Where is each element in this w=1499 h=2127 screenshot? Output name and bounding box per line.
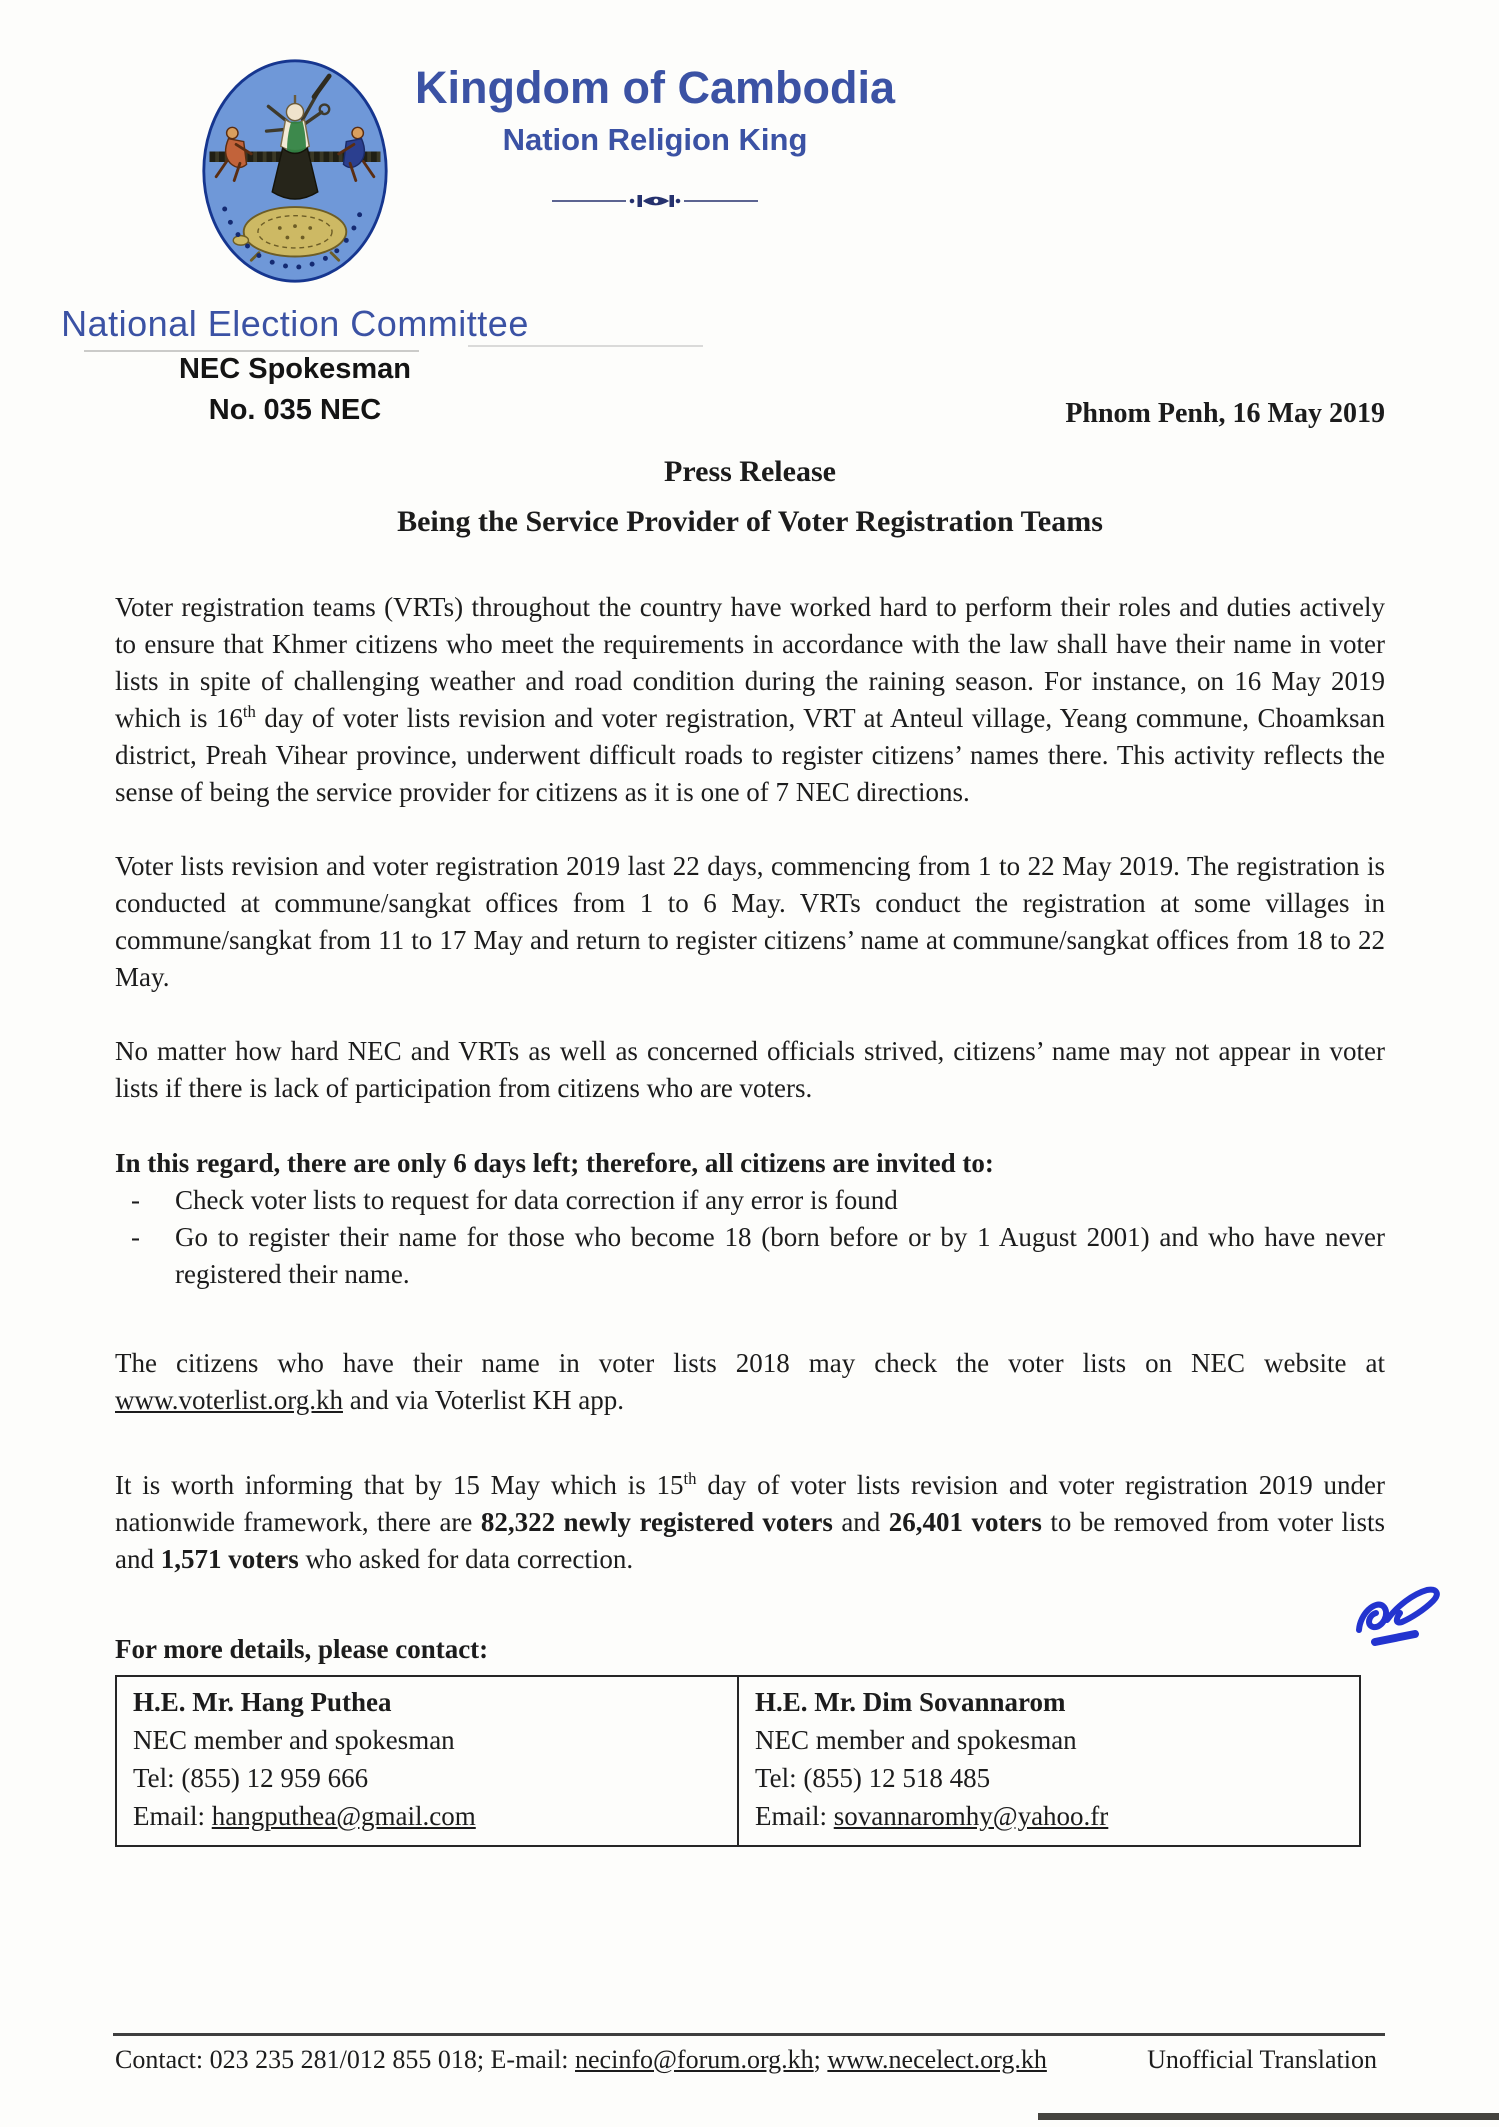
body-paragraph-5: It is worth informing that by 15 May which is 15th day of voter lists revision and voter registration 2019 under nationwide framework, there are 82,322 newly registered voters and 26,401 voters to be removed from voter lists and 1,571 voters who asked for data correction. <box>115 1469 1386 1574</box>
kingdom-heading-block <box>400 62 910 215</box>
bullet-text: Go to register their name for those who become 18 (born before or by 1 August 2001) and who have never registered their name. <box>175 1222 1385 1289</box>
footer-translation-note: Unofficial Translation <box>1147 2045 1377 2074</box>
body-paragraph-3: No matter how hard NEC and VRTs as well as concerned officials strived, citizens’ name may not appear in voter lists if there is lack of participation from citizens who are voters. <box>115 1036 1385 1103</box>
invitation-heading: In this regard, there are only 6 days left; therefore, all citizens are invited to: <box>115 1148 994 1178</box>
invitation-bullet-list <box>115 1182 1385 1293</box>
contact-name: H.E. Mr. Dim Sovannarom <box>755 1687 1066 1717</box>
national-motto: Nation Religion King <box>502 122 808 157</box>
contact-table <box>115 1675 1361 1847</box>
footer-contact-line: Contact: 023 235 281/012 855 018; E-mail: necinfo@forum.org.kh; www.necelect.org.kh <box>115 2045 1047 2074</box>
document-title: Press Release <box>664 455 836 488</box>
contact-name: H.E. Mr. Hang Puthea <box>133 1687 392 1717</box>
signature-mark <box>1345 1582 1460 1667</box>
contact-email-label: Email: <box>755 1801 834 1831</box>
bullet-dash: - <box>131 1222 140 1252</box>
contact-table-row <box>116 1676 1360 1846</box>
bullet-item <box>115 1219 1385 1293</box>
contact-tel: Tel: (855) 12 518 485 <box>755 1763 991 1793</box>
contact-email-link: sovannaromhy@yahoo.fr <box>833 1801 1109 1831</box>
footer-website-link: www.necelect.org.kh <box>827 2045 1047 2074</box>
bullet-item <box>115 1182 1385 1219</box>
nec-seal-logo <box>200 52 390 290</box>
body-paragraph-2: Voter lists revision and voter registration 2019 last 22 days, commencing from 1 to 22 May 2019. The registration is conducted at commune/sangkat offices from 1 to 6 May. VRTs conduct the registration at some villages in commune/sangkat from 11 to 17 May and return to register citizens’ name at commune/sangkat offices from 18 to 22 May. <box>115 851 1385 992</box>
reference-number: No. 035 NEC <box>208 394 382 426</box>
divider-ornament-icon <box>400 192 910 215</box>
contact-card-dim-sovannarom <box>738 1676 1360 1846</box>
footer <box>115 2045 1385 2075</box>
contact-role: NEC member and spokesman <box>133 1725 455 1755</box>
scan-artifact-bottom-edge <box>1038 2113 1499 2120</box>
contact-tel: Tel: (855) 12 959 666 <box>133 1763 369 1793</box>
spokesman-title: NEC Spokesman <box>178 353 412 385</box>
contact-heading: For more details, please contact: <box>115 1634 489 1664</box>
footer-rule <box>113 2033 1385 2036</box>
dateline: Phnom Penh, 16 May 2019 <box>1065 398 1385 429</box>
body-paragraph-4: The citizens who have their name in voter lists 2018 may check the voter lists on NEC website at www.voterlist.org.kh and via Voterlist KH app. <box>115 1348 1385 1415</box>
contact-role: NEC member and spokesman <box>755 1725 1077 1755</box>
bullet-dash: - <box>131 1185 140 1215</box>
org-name: National Election Committee <box>61 303 529 344</box>
footer-email-link: necinfo@forum.org.kh <box>575 2045 814 2074</box>
document-body <box>115 455 1385 1847</box>
bullet-text: Check voter lists to request for data correction if any error is found <box>175 1185 898 1215</box>
contact-email-line <box>755 1797 1343 1835</box>
voterlist-url: www.voterlist.org.kh <box>115 1385 343 1415</box>
contact-email-label: Email: <box>133 1801 212 1831</box>
document-subtitle: Being the Service Provider of Voter Registration Teams <box>397 505 1103 538</box>
contact-email-line <box>133 1797 721 1835</box>
body-paragraph-1: Voter registration teams (VRTs) throughout the country have worked hard to perform their roles and duties actively to ensure that Khmer citizens who meet the requirements in accordance with the law shall have their name in voter lists in spite of challenging weather and road condition during the raining season. For instance, on 16 May 2019 which is 16th day of voter lists revision and voter registration, VRT at Anteul village, Yeang commune, Choamksan district, Preah Vihear province, underwent difficult roads to register citizens’ names there. This activity reflects the sense of being the service provider for citizens as it is one of 7 NEC directions. <box>115 592 1385 807</box>
kingdom-title: Kingdom of Cambodia <box>415 62 895 113</box>
contact-card-hang-puthea <box>116 1676 738 1846</box>
contact-email-link: hangputhea@gmail.com <box>211 1801 476 1831</box>
